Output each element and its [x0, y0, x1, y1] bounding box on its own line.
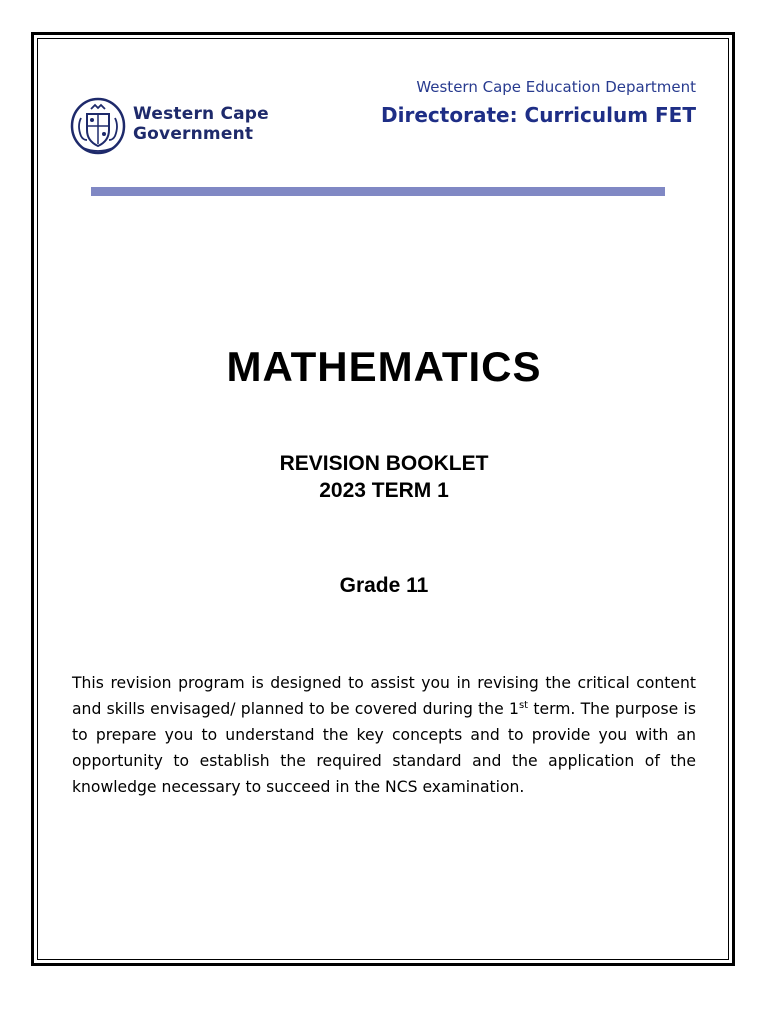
coat-of-arms-icon [69, 96, 129, 156]
intro-text-part1: This revision program is designed to assist you in revising the critical content and skills envisaged/ planned to be covered during the 1 [72, 674, 696, 718]
intro-text-part2: term. The purpose is to prepare you to understand the key concepts and to provide you with an opportunity to establish the required standard and the application of the knowledge necessary to succeed in the NCS examination. [72, 700, 696, 796]
western-cape-government-logo [69, 96, 269, 156]
subtitle-line1: REVISION BOOKLET [279, 452, 489, 475]
directorate-name: Directorate: Curriculum FET [381, 103, 696, 127]
logo-wordmark [133, 104, 269, 144]
header-divider [91, 187, 665, 196]
logo-name-line1: Western Cape [133, 104, 269, 124]
subtitle-line2: 2023 TERM 1 [319, 479, 449, 502]
logo-name-line2: Government [133, 124, 254, 144]
intro-ordinal-suffix: st [518, 699, 529, 711]
document-title: MATHEMATICS [226, 343, 542, 390]
intro-paragraph [72, 670, 696, 800]
grade-label: Grade 11 [339, 574, 429, 597]
department-name: Western Cape Education Department [416, 78, 696, 96]
